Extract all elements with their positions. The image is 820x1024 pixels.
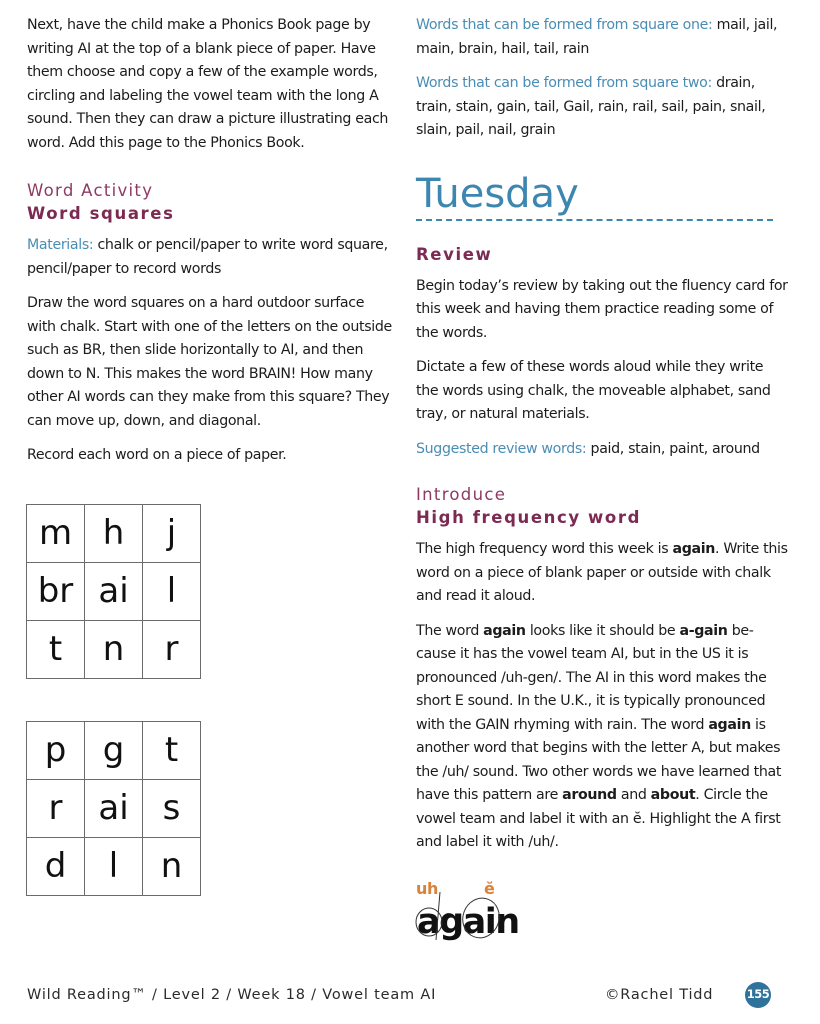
hfw-paragraph-1: [416, 538, 788, 609]
footer-series: Wild Reading™ / Level 2 / Week 18 / Vowel team AI: [27, 987, 437, 1003]
uh-label: uh: [416, 879, 439, 898]
suggested-list: paid, stain, paint, around: [586, 440, 760, 457]
text-run: looks like it should be: [525, 622, 680, 639]
word-squares-title: Word squares: [27, 204, 175, 223]
introduce-kicker: Introduce: [416, 485, 507, 504]
grid-cell: r: [27, 780, 85, 838]
grid-cell: n: [85, 621, 143, 679]
again-word: again: [417, 902, 519, 942]
suggested-label: Suggested review words:: [416, 440, 587, 457]
right-column: [416, 14, 788, 866]
materials-label: Materials:: [27, 237, 94, 253]
review-paragraph-1: Begin today’s review by taking out the fluency card for this week and having them practice reading some of the words.: [416, 277, 788, 341]
left-column: [27, 14, 392, 479]
hfw-paragraph-2: [416, 620, 788, 855]
grid-cell: l: [85, 838, 143, 896]
square-two-list: drain, train, stain, gain, tail, Gail, rain, rail, sail, pain, snail, slain, pail, nail, grain: [416, 75, 766, 138]
bold-word: again: [708, 716, 751, 733]
materials-text: chalk or pencil/paper to write word square, pencil/paper to record words: [27, 237, 388, 277]
grid-cell: n: [143, 838, 201, 896]
grid-row: [27, 621, 201, 679]
day-title: Tuesday: [416, 170, 579, 217]
word-square-one: [26, 504, 201, 679]
again-annotated-figure: [414, 876, 544, 942]
square-one-words: [416, 14, 788, 61]
grid-row: [27, 722, 201, 780]
grid-cell: t: [143, 722, 201, 780]
again-annotation-icon: [414, 876, 544, 942]
grid-cell: m: [27, 505, 85, 563]
suggested-review-words: [416, 438, 788, 462]
materials-paragraph: [27, 234, 392, 281]
grid-cell: g: [85, 722, 143, 780]
grid-row: [27, 780, 201, 838]
square-two-label: Words that can be formed from square two:: [416, 75, 712, 91]
phonics-book-paragraph: Next, have the child make a Phonics Book page by writing AI at the top of a blank piece of paper. Have them choose and copy a few of the example words, circling and labeling the vowel team with the long A sound. Then they can draw a picture illustrating each word. Add this page to the Phonics Book.: [27, 17, 389, 151]
word-square-two: [26, 721, 201, 896]
text-run: is another word that begins with the letter A, but makes the /uh/ sound. Two other words we have learned that have this pattern are: [416, 716, 782, 803]
grid-cell: p: [27, 722, 85, 780]
grid-row: [27, 563, 201, 621]
grid-cell: s: [143, 780, 201, 838]
grid-cell: br: [27, 563, 85, 621]
square-one-list: mail, jail, main, brain, hail, tail, rain: [416, 17, 778, 57]
grid-cell: r: [143, 621, 201, 679]
page-number-badge: 155: [745, 982, 771, 1008]
bold-word: a-gain: [679, 622, 728, 639]
grid-cell: ai: [85, 563, 143, 621]
word-squares-instructions: Draw the word squares on a hard outdoor surface with chalk. Start with one of the letters on the outside such as BR, then slide horizontally to AI, and then down to N. This makes the word BRAIN! How many other AI words can they make from this square? They can move up, down, and diagonal.: [27, 295, 392, 429]
text-run: The word: [416, 622, 484, 639]
text-run: be-cause it has the vowel team AI, but in the US it is pronounced /uh-gen/. The AI in this word makes the short E sound. In the U.K., it is typically pronounced with the GAIN rhyming with rain. The word: [416, 622, 767, 733]
grid-cell: ai: [85, 780, 143, 838]
grid-row: [27, 505, 201, 563]
text-run: . Circle the vowel team and label it with an ĕ. Highlight the A first and label it with /uh/.: [416, 787, 781, 850]
bold-word: again: [483, 622, 526, 639]
review-paragraph-2: Dictate a few of these words aloud while they write the words using chalk, the moveable alphabet, sand tray, or natural materials.: [416, 359, 771, 422]
grid-row: [27, 838, 201, 896]
bold-word: around: [562, 787, 617, 803]
square-two-words: [416, 72, 788, 143]
text-run: The high frequency word this week is: [416, 541, 673, 557]
footer-copyright: ©Rachel Tidd: [605, 987, 714, 1003]
word-activity-kicker: Word Activity: [27, 181, 154, 200]
grid-cell: h: [85, 505, 143, 563]
text-run: . Write this word on a piece of blank paper or outside with chalk and read it aloud.: [416, 541, 788, 604]
bold-word: again: [672, 541, 715, 557]
page-footer: [27, 984, 787, 1006]
dashed-divider: [416, 219, 773, 221]
square-one-label: Words that can be formed from square one:: [416, 17, 713, 33]
grid-cell: t: [27, 621, 85, 679]
record-note: Record each word on a piece of paper.: [27, 447, 287, 463]
grid-cell: l: [143, 563, 201, 621]
grid-cell: j: [143, 505, 201, 563]
grid-cell: d: [27, 838, 85, 896]
review-title: Review: [416, 244, 493, 264]
text-run: and: [616, 787, 651, 803]
bold-word: about: [650, 787, 696, 803]
short-e-label: ĕ: [484, 879, 495, 898]
high-frequency-word-title: High frequency word: [416, 508, 641, 527]
